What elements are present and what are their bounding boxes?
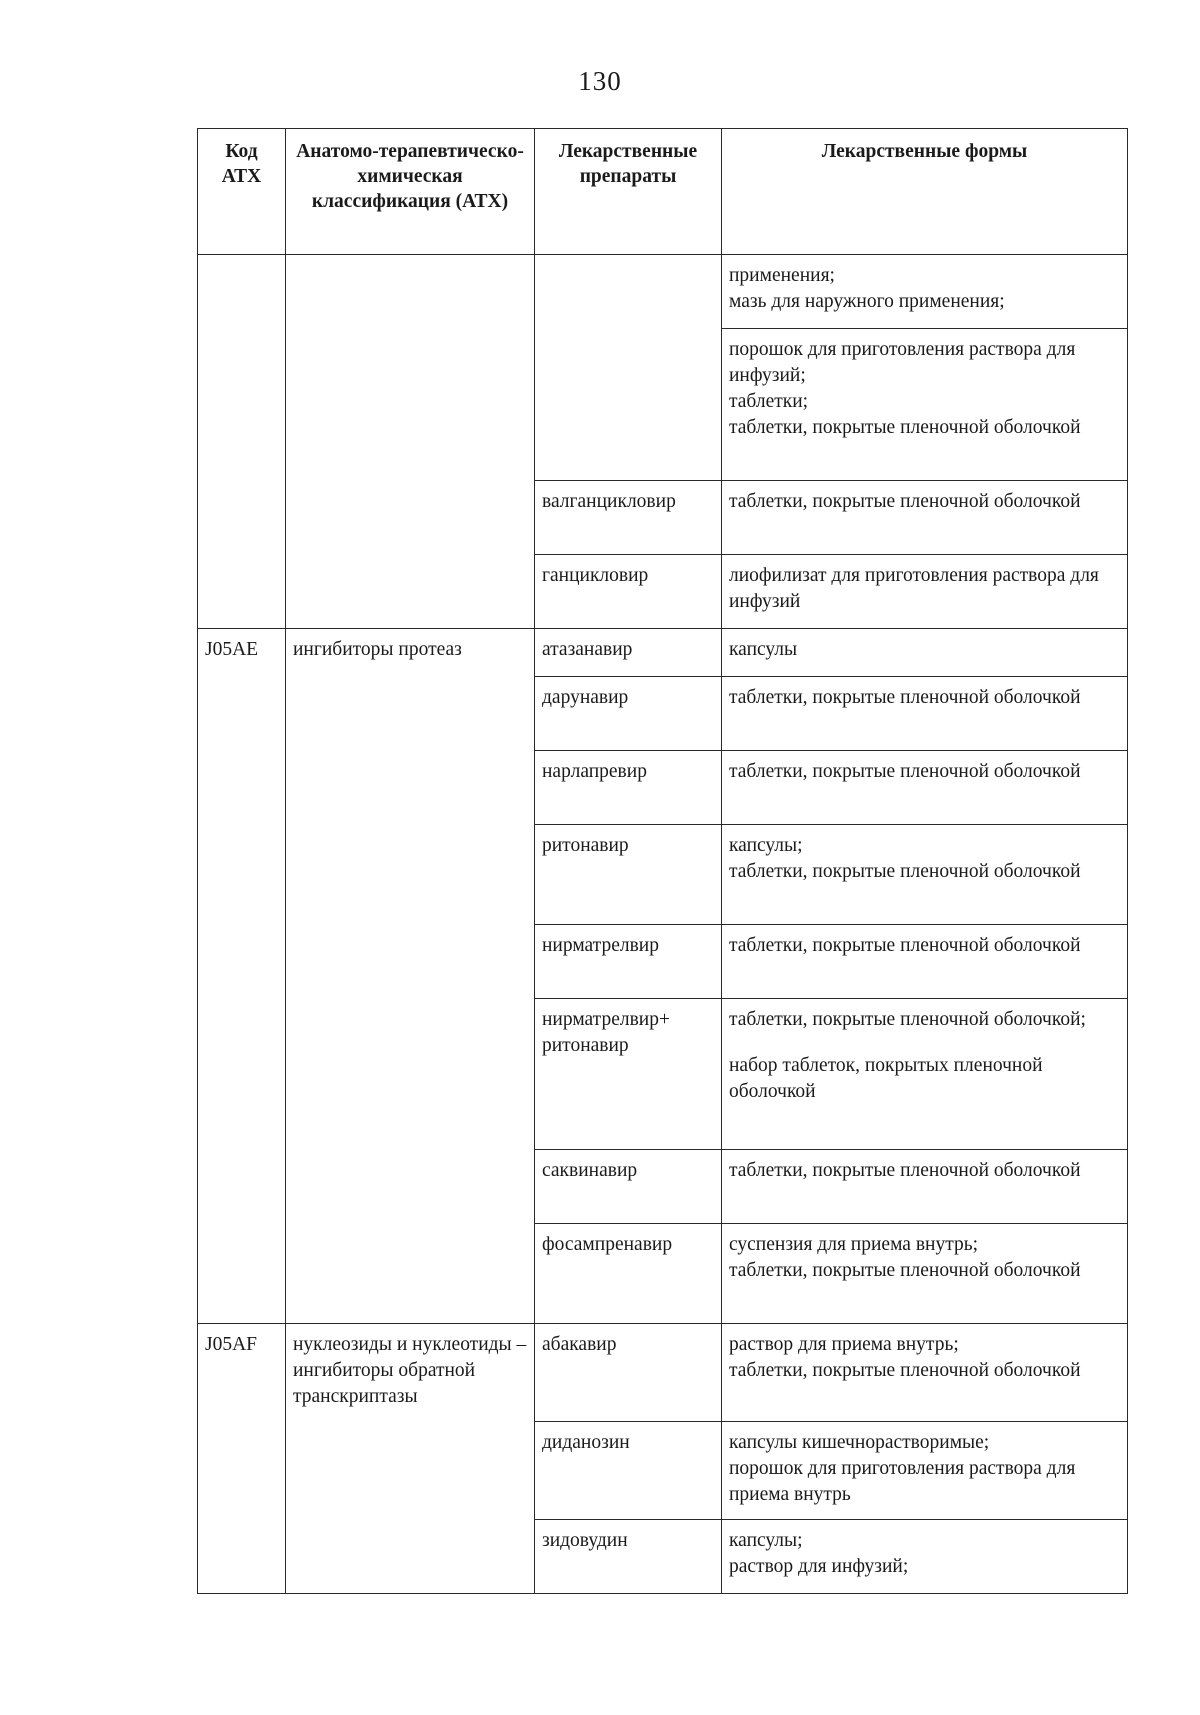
code-cell: J05AF	[198, 1324, 286, 1594]
drug-cell: фосампренавир	[535, 1224, 722, 1324]
forms-line: таблетки, покрытые пленочной оболочкой	[729, 761, 1081, 782]
drug-cell: диданозин	[535, 1422, 722, 1520]
code-cell: J05AE	[198, 629, 286, 1324]
drug-line: нирматрелвир+	[542, 1009, 670, 1030]
forms-cell	[722, 555, 1128, 629]
table-header-row	[198, 129, 1128, 255]
header-forms: Лекарственные формы	[722, 129, 1128, 255]
drug-cell: дарунавир	[535, 677, 722, 751]
forms-cell	[722, 751, 1128, 825]
forms-cell	[722, 1150, 1128, 1224]
forms-line: таблетки;	[729, 391, 809, 412]
forms-line: таблетки, покрытые пленочной оболочкой	[729, 861, 1081, 882]
drug-cell	[535, 999, 722, 1150]
drug-cell: саквинавир	[535, 1150, 722, 1224]
forms-line: капсулы;	[729, 1530, 803, 1551]
drug-cell: нирматрелвир	[535, 925, 722, 999]
forms-line: таблетки, покрытые пленочной оболочкой	[729, 417, 1081, 438]
forms-cell	[722, 481, 1128, 555]
drug-cell: атазанавир	[535, 629, 722, 677]
forms-cell	[722, 1224, 1128, 1324]
forms-cell	[722, 925, 1128, 999]
table-row	[198, 255, 1128, 329]
forms-line: капсулы;	[729, 835, 803, 856]
header-classification: Анатомо-терапевтическо-химическая классификация (АТХ)	[286, 129, 535, 255]
forms-line: таблетки, покрытые пленочной оболочкой	[729, 491, 1081, 512]
forms-cell	[722, 329, 1128, 481]
drug-cell: ганцикловир	[535, 555, 722, 629]
forms-cell	[722, 1422, 1128, 1520]
forms-line: таблетки, покрытые пленочной оболочкой	[729, 687, 1081, 708]
forms-cell	[722, 629, 1128, 677]
code-cell	[198, 255, 286, 629]
drug-cell: нарлапревир	[535, 751, 722, 825]
drug-cell: валганцикловир	[535, 481, 722, 555]
forms-cell	[722, 677, 1128, 751]
forms-line: мазь для наружного применения;	[729, 291, 1005, 312]
forms-line: лиофилизат для приготовления раствора для инфузий	[729, 565, 1099, 612]
header-code: Код АТХ	[198, 129, 286, 255]
forms-line: таблетки, покрытые пленочной оболочкой;	[729, 1009, 1086, 1030]
forms-cell	[722, 255, 1128, 329]
classification-cell: ингибиторы протеаз	[286, 629, 535, 1324]
drug-table	[197, 128, 1128, 1594]
table-row	[198, 629, 1128, 677]
forms-line: таблетки, покрытые пленочной оболочкой	[729, 1260, 1081, 1281]
forms-line: раствор для приема внутрь;	[729, 1334, 959, 1355]
forms-line: применения;	[729, 265, 835, 286]
forms-cell	[722, 825, 1128, 925]
forms-line: таблетки, покрытые пленочной оболочкой	[729, 1160, 1081, 1181]
header-drugs: Лекарственные препараты	[535, 129, 722, 255]
forms-line: суспензия для приема внутрь;	[729, 1234, 979, 1255]
forms-line: порошок для приготовления раствора для инфузий;	[729, 339, 1076, 386]
drug-cell	[535, 255, 722, 481]
forms-cell	[722, 999, 1128, 1150]
table-row	[198, 1324, 1128, 1422]
forms-line: капсулы кишечнорастворимые;	[729, 1432, 990, 1453]
forms-line: таблетки, покрытые пленочной оболочкой	[729, 935, 1081, 956]
classification-cell: нуклеозиды и нуклеотиды – ингибиторы обратной транскриптазы	[286, 1324, 535, 1594]
forms-line: порошок для приготовления раствора для приема внутрь	[729, 1458, 1076, 1505]
drug-cell: ритонавир	[535, 825, 722, 925]
drug-cell: зидовудин	[535, 1520, 722, 1594]
forms-line: капсулы	[729, 639, 798, 660]
forms-cell	[722, 1520, 1128, 1594]
classification-cell	[286, 255, 535, 629]
forms-line: раствор для инфузий;	[729, 1556, 909, 1577]
forms-line: набор таблеток, покрытых пленочной оболочкой	[729, 1055, 1043, 1102]
page-number: 130	[578, 66, 622, 96]
forms-cell	[722, 1324, 1128, 1422]
drug-line: ритонавир	[542, 1035, 629, 1056]
drug-cell: абакавир	[535, 1324, 722, 1422]
forms-line: таблетки, покрытые пленочной оболочкой	[729, 1360, 1081, 1381]
